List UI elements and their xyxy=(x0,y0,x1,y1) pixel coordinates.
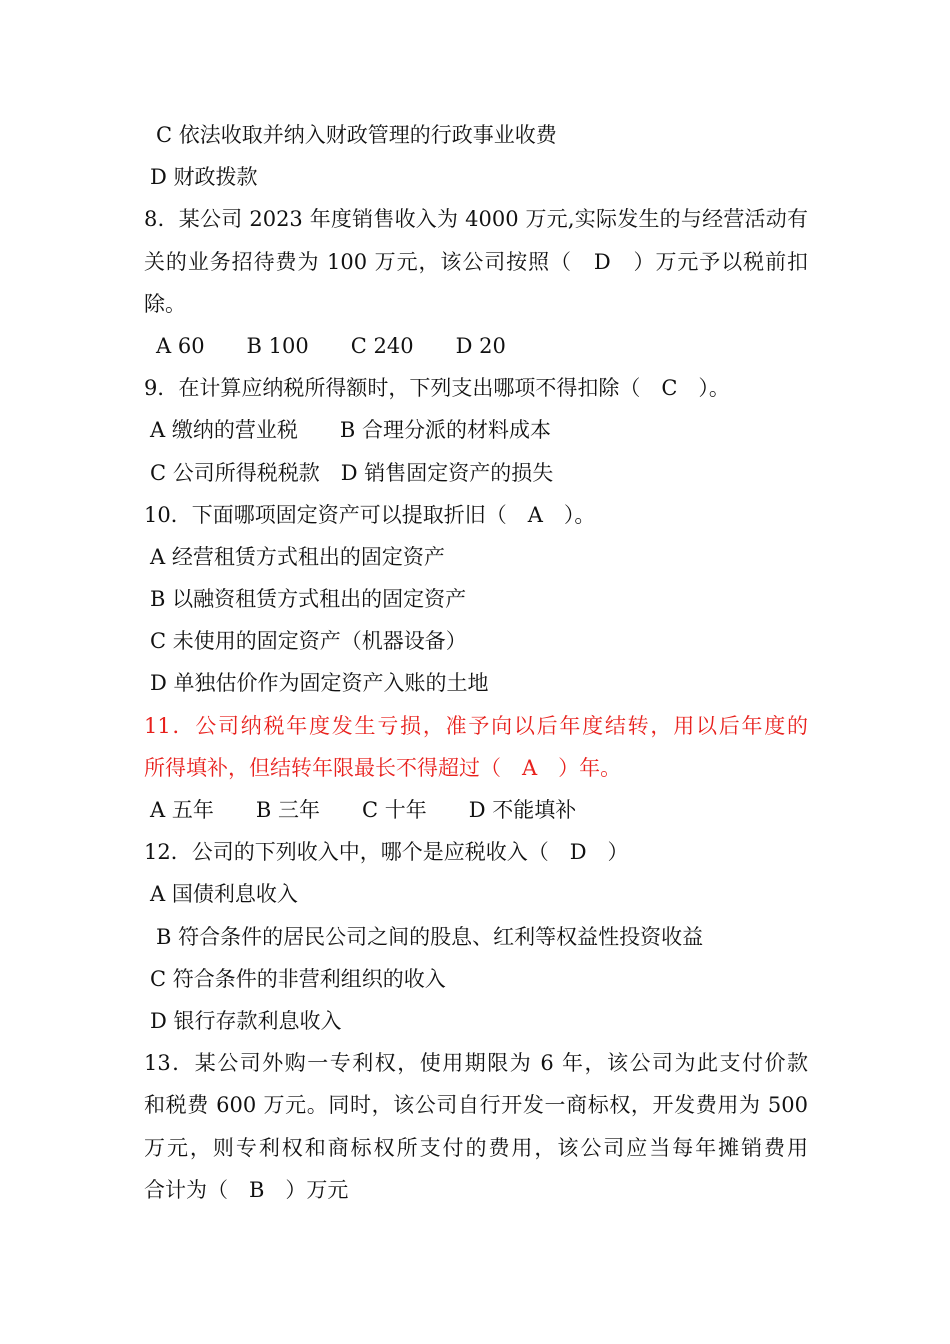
document-page xyxy=(144,114,808,1211)
question-11-line-1: 11．公司纳税年度发生亏损，准予向以后年度结转，用以后年度的 xyxy=(144,713,808,738)
question-12-stem: 12．公司的下列收入中，哪个是应税收入（ D ） xyxy=(144,840,629,865)
question-9-options-cd: C 公司所得税税款 D 销售固定资产的损失 xyxy=(150,460,554,485)
question-11-options: A 五年 B 三年 C 十年 D 不能填补 xyxy=(150,798,577,822)
question-12-option-c: C 符合条件的非营利组织的收入 xyxy=(150,966,446,991)
question-13-line-2: 和税费 600 万元。同时，该公司自行开发一商标权，开发费用为 500 xyxy=(144,1093,808,1118)
question-10-option-d: D 单独估价作为固定资产入账的土地 xyxy=(150,671,489,696)
option-d-line: D 财政拨款 xyxy=(150,165,258,190)
question-10-option-b: B 以融资租赁方式租出的固定资产 xyxy=(150,587,467,612)
question-10-option-c: C 未使用的固定资产（机器设备） xyxy=(150,629,467,654)
question-10-option-a: A 经营租赁方式租出的固定资产 xyxy=(150,544,445,569)
question-12-option-d: D 银行存款利息收入 xyxy=(150,1008,342,1033)
question-13-line-4: 合计为（ B ）万元 xyxy=(144,1177,349,1202)
question-13-line-1: 13．某公司外购一专利权，使用期限为 6 年，该公司为此支付价款 xyxy=(144,1051,808,1076)
question-9-options-ab: A 缴纳的营业税 B 合理分派的材料成本 xyxy=(150,418,551,443)
question-12-option-a: A 国债利息收入 xyxy=(150,882,298,907)
question-9-stem: 9．在计算应纳税所得额时，下列支出哪项不得扣除（ C ）。 xyxy=(144,376,730,401)
question-8-line-2: 关的业务招待费为 100 万元，该公司按照（ D ）万元予以税前扣 xyxy=(144,249,808,274)
question-8-line-3: 除。 xyxy=(144,291,186,316)
question-8-options: A 60 B 100 C 240 D 20 xyxy=(156,333,506,358)
question-10-stem: 10．下面哪项固定资产可以提取折旧（ A ）。 xyxy=(144,502,596,527)
question-13-line-3: 万元，则专利权和商标权所支付的费用，该公司应当每年摊销费用 xyxy=(144,1135,808,1160)
question-12-option-b: B 符合条件的居民公司之间的股息、红利等权益性投资收益 xyxy=(156,924,704,949)
question-8-line-1: 8．某公司 2023 年度销售收入为 4000 万元,实际发生的与经营活动有 xyxy=(144,207,808,232)
question-11-line-2: 所得填补，但结转年限最长不得超过（ A ）年。 xyxy=(144,755,622,780)
option-c-line: C 依法收取并纳入财政管理的行政事业收费 xyxy=(156,123,557,147)
